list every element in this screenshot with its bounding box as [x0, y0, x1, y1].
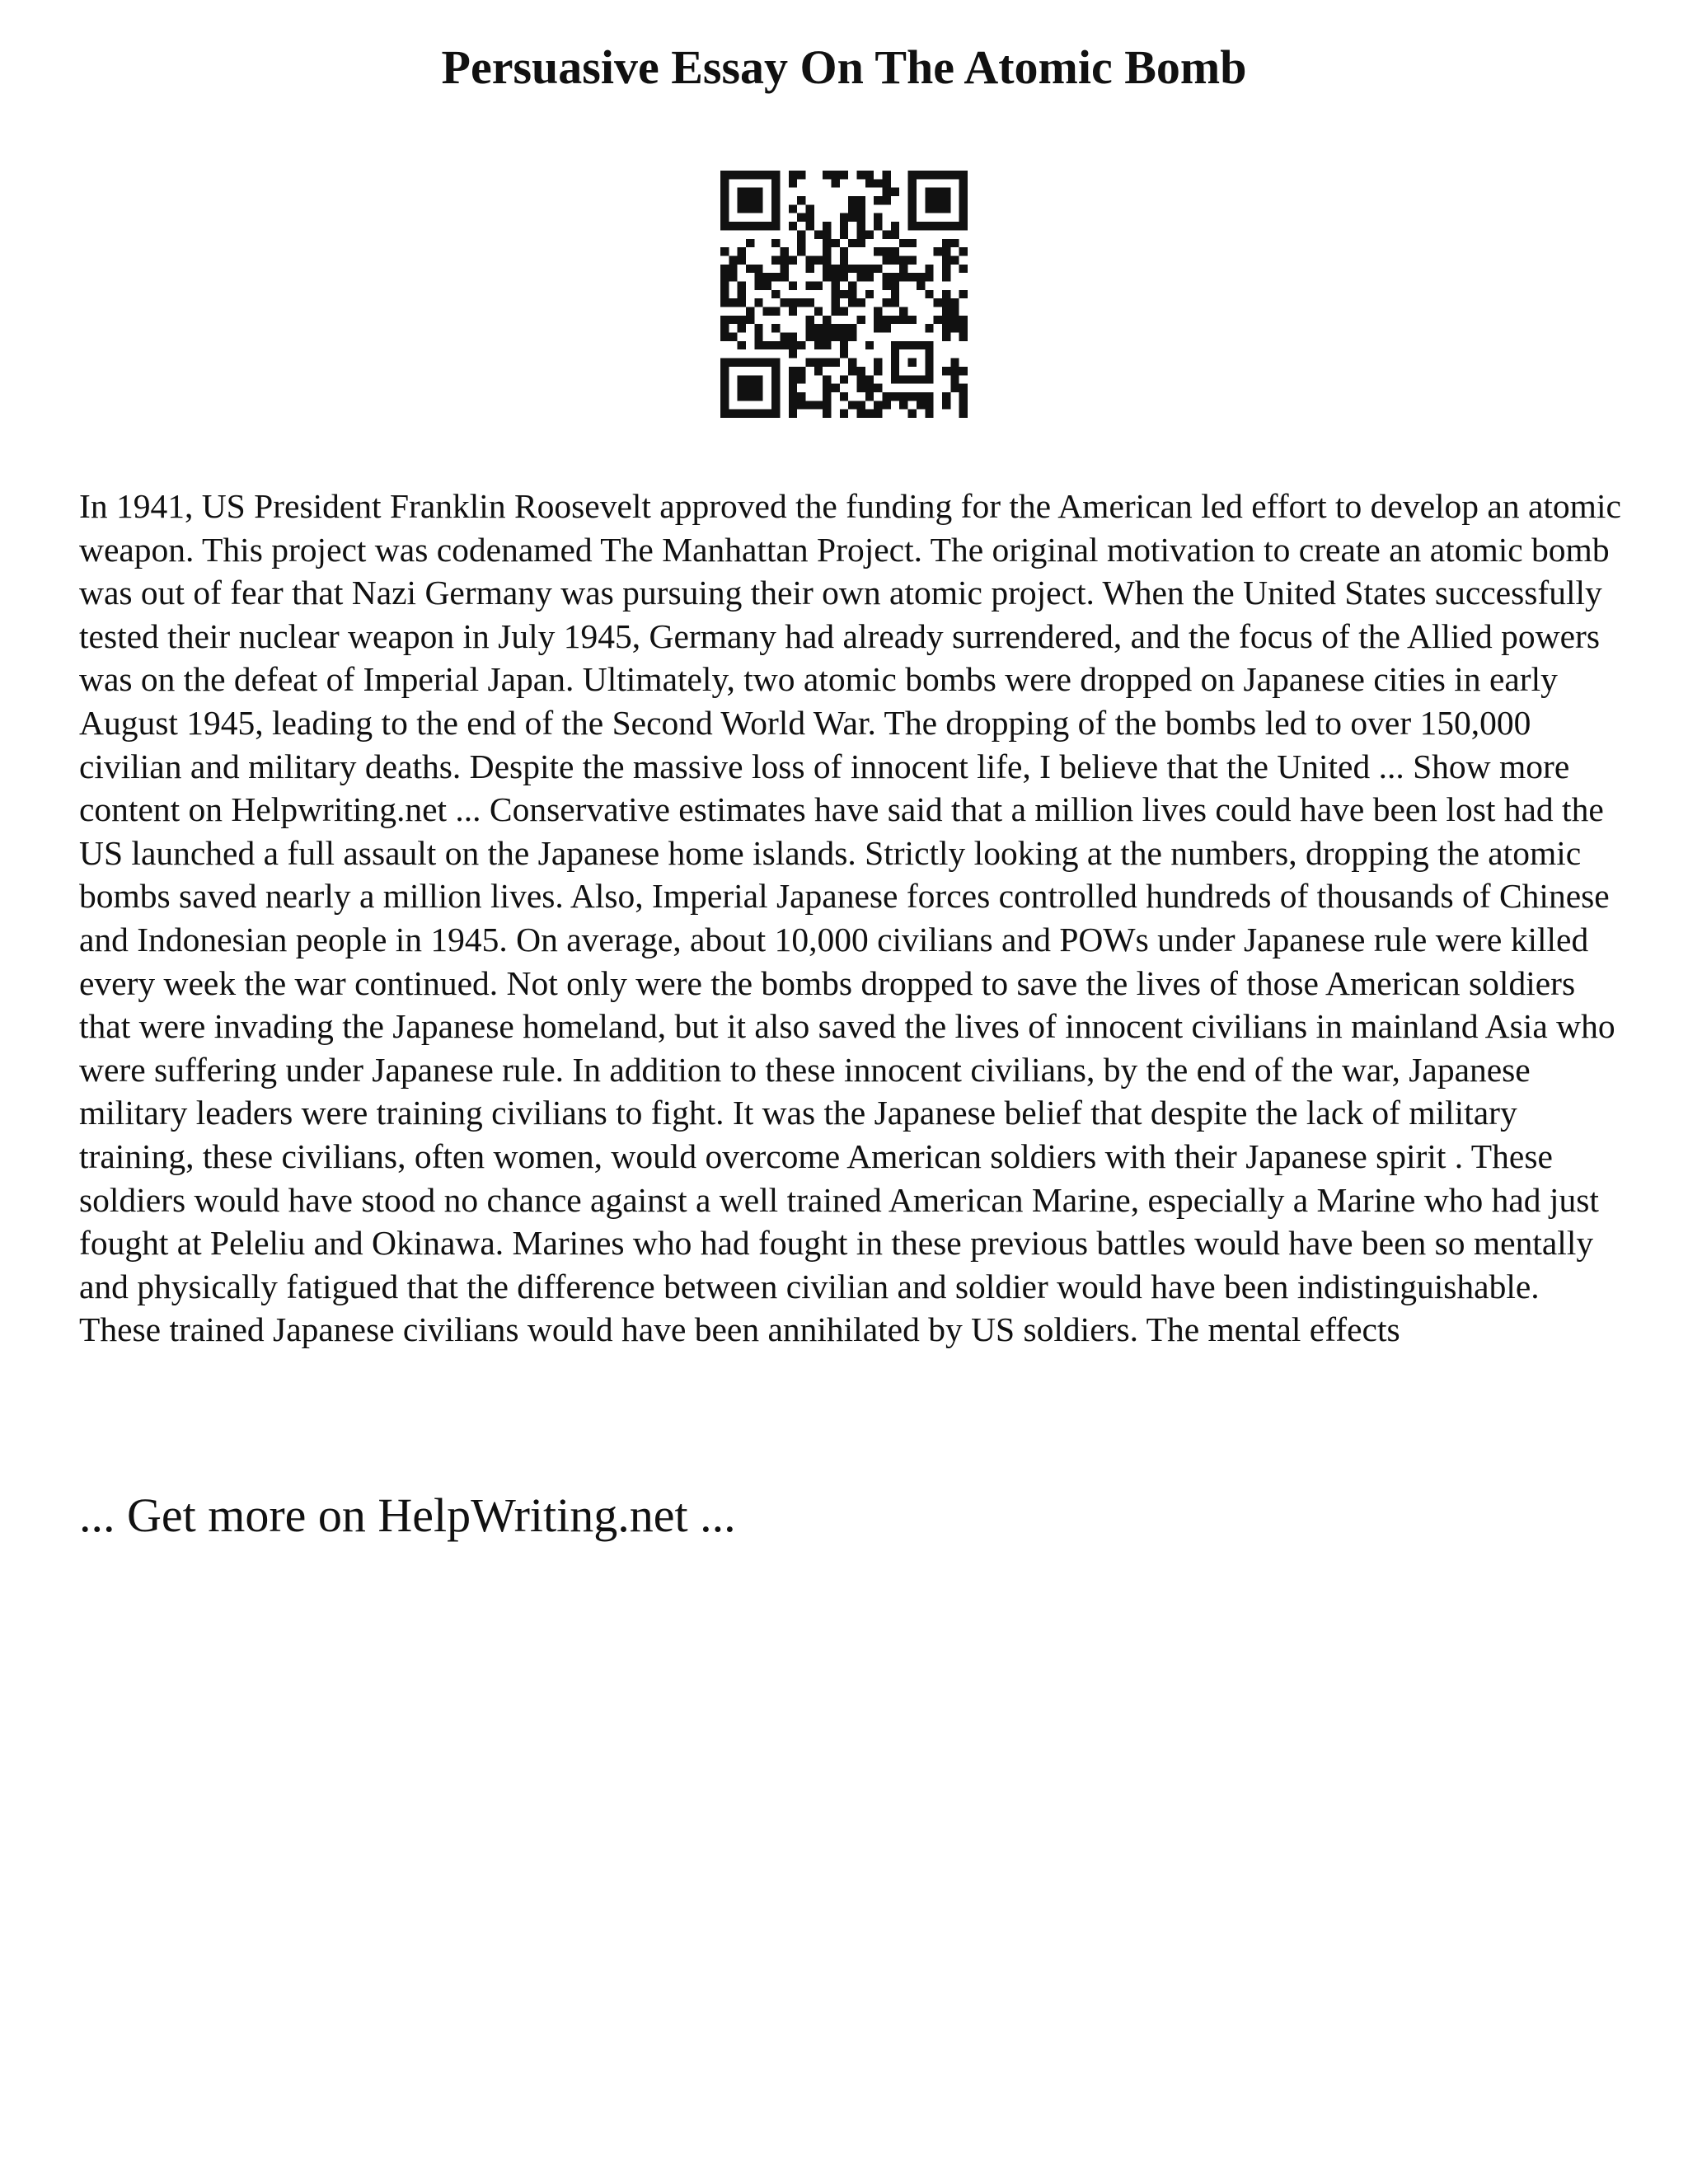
qr-code-icon — [720, 171, 968, 418]
get-more-link[interactable]: ... Get more on HelpWriting.net ... — [79, 1488, 736, 1542]
page-title: Persuasive Essay On The Atomic Bomb — [441, 40, 1247, 94]
essay-body: In 1941, US President Franklin Roosevelt approved the funding for the American led effort to develop an atomic weapon. This project was codenamed The Manhattan Project. The original motivation to create an atomic bomb was out of fear that Nazi Germany was pursuing their own atomic project. When the United States successfully tested their nuclear weapon in July 1945, Germany had already surrendered, and the focus of the Allied powers was on the defeat of Imperial Japan. Ultimately, two atomic bombs were dropped on Japanese cities in early August 1945, leading to the end of the Second World War. The dropping of the bombs led to over 150,000 civilian and military deaths. Despite the massive loss of innocent life, I believe that the United ... Show more content on Helpwriting.net ... Conservative estimates have said that a million lives could have been lost had the US launched a full assault on the Japanese home islands. Strictly looking at the numbers, dropping the atomic bombs saved nearly a million lives. Also, Imperial Japanese forces controlled hundreds of thousands of Chinese and Indonesian people in 1945. On average, about 10,000 civilians and POWs under Japanese rule were killed every week the war continued. Not only were the bombs dropped to save the lives of those American soldiers that were invading the Japanese homeland, but it also saved the lives of innocent civilians in mainland Asia who were suffering under Japanese rule. In addition to these innocent civilians, by the end of the war, Japanese military leaders were training civilians to fight. It was the Japanese belief that despite the lack of military training, these civilians, often women, would overcome American soldiers with their Japanese spirit . These soldiers would have stood no chance against a well trained American Marine, especially a Marine who had just fought at Peleliu and Okinawa. Marines who had fought in these previous battles would have been so mentally and physically fatigued that the difference between civilian and soldier would have been indistinguishable. These trained Japanese civilians would have been annihilated by US soldiers. The mental effects — [79, 487, 1621, 1349]
